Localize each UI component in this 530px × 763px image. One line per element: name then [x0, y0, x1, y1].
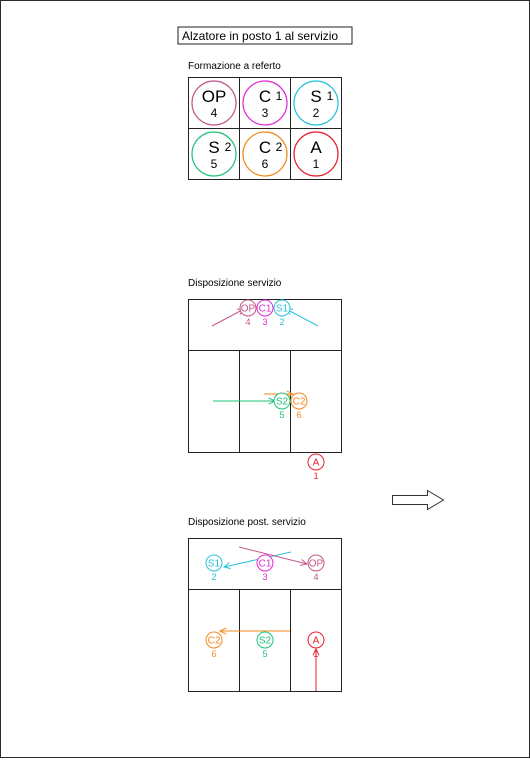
- formation-player-number: 3: [261, 106, 269, 120]
- service-player-s1: [274, 300, 290, 327]
- service-player-s2: [274, 393, 290, 420]
- service-arrow-s1: [286, 309, 318, 326]
- service-arrow-op: [212, 309, 244, 326]
- post-service-player-code: A: [312, 635, 320, 647]
- service-player-number: 4: [245, 317, 251, 327]
- formation-player-number: 4: [210, 106, 218, 120]
- formation-player-s1: [294, 81, 338, 125]
- post-service-player-code: OP: [308, 558, 324, 570]
- post-service-player-number: 5: [262, 649, 268, 659]
- service-player-number: 5: [279, 410, 285, 420]
- formation-player-letter: C: [258, 87, 272, 106]
- post-arrow-c2: [220, 628, 290, 634]
- post-service-label: Disposizione post. servizio: [188, 517, 306, 528]
- formation-player-s2: [192, 132, 236, 176]
- service-arrow-s2: [213, 398, 275, 404]
- service-player-code: S2: [275, 396, 289, 408]
- post-service-player-c2: [206, 632, 222, 659]
- post-service-player-code: C1: [258, 558, 272, 570]
- formation-label: Formazione a referto: [188, 61, 281, 72]
- service-player-code: C1: [258, 303, 272, 315]
- service-player-c2: [291, 393, 307, 420]
- post-service-player-number: 4: [313, 572, 319, 582]
- service-player-code: C2: [292, 396, 306, 408]
- formation-player-op: [192, 81, 236, 125]
- formation-player-subscript: 1: [275, 89, 283, 103]
- next-arrow-icon: [393, 491, 444, 510]
- formation-player-subscript: 1: [326, 89, 334, 103]
- formation-player-letter: S: [208, 138, 220, 157]
- service-player-number: 3: [262, 317, 268, 327]
- service-player-code: S1: [275, 303, 289, 315]
- service-player-number: 2: [279, 317, 285, 327]
- formation-player-letter: S: [310, 87, 322, 106]
- formation-player-subscript: 2: [275, 140, 283, 154]
- service-player-number: 6: [296, 410, 302, 420]
- post-service-player-code: C2: [207, 635, 221, 647]
- post-service-player-number: 2: [211, 572, 217, 582]
- service-player-number: 1: [313, 471, 319, 481]
- page-title: Alzatore in posto 1 al servizio: [182, 29, 339, 43]
- post-service-player-number: 1: [313, 649, 319, 659]
- formation-player-number: 5: [210, 157, 218, 171]
- formation-player-letter: A: [310, 138, 322, 157]
- formation-player-c1: [243, 81, 287, 125]
- formation-player-subscript: 2: [224, 140, 232, 154]
- post-service-player-s2: [257, 632, 273, 659]
- post-service-player-number: 3: [262, 572, 268, 582]
- service-tokens: [240, 300, 324, 481]
- formation-player-letter: C: [258, 138, 272, 157]
- post-service-player-s1: [206, 555, 222, 582]
- post-service-player-code: S2: [258, 635, 272, 647]
- formation-player-a: [294, 132, 338, 176]
- formation-player-number: 1: [312, 157, 320, 171]
- service-player-a: [308, 454, 324, 481]
- service-player-op: [240, 300, 256, 327]
- formation-player-letter: OP: [201, 87, 227, 106]
- formation-player-c2: [243, 132, 287, 176]
- post-service-player-number: 6: [211, 649, 217, 659]
- service-player-code: A: [312, 457, 320, 469]
- service-player-code: OP: [240, 303, 256, 315]
- formation-player-number: 2: [312, 106, 320, 120]
- service-label: Disposizione servizio: [188, 278, 282, 289]
- post-service-player-code: S1: [207, 558, 221, 570]
- formation-player-number: 6: [261, 157, 269, 171]
- post-service-player-c1: [257, 555, 273, 582]
- post-service-tokens: [206, 555, 324, 659]
- post-service-player-a: [308, 632, 324, 659]
- service-player-c1: [257, 300, 273, 327]
- post-service-player-op: [308, 555, 324, 582]
